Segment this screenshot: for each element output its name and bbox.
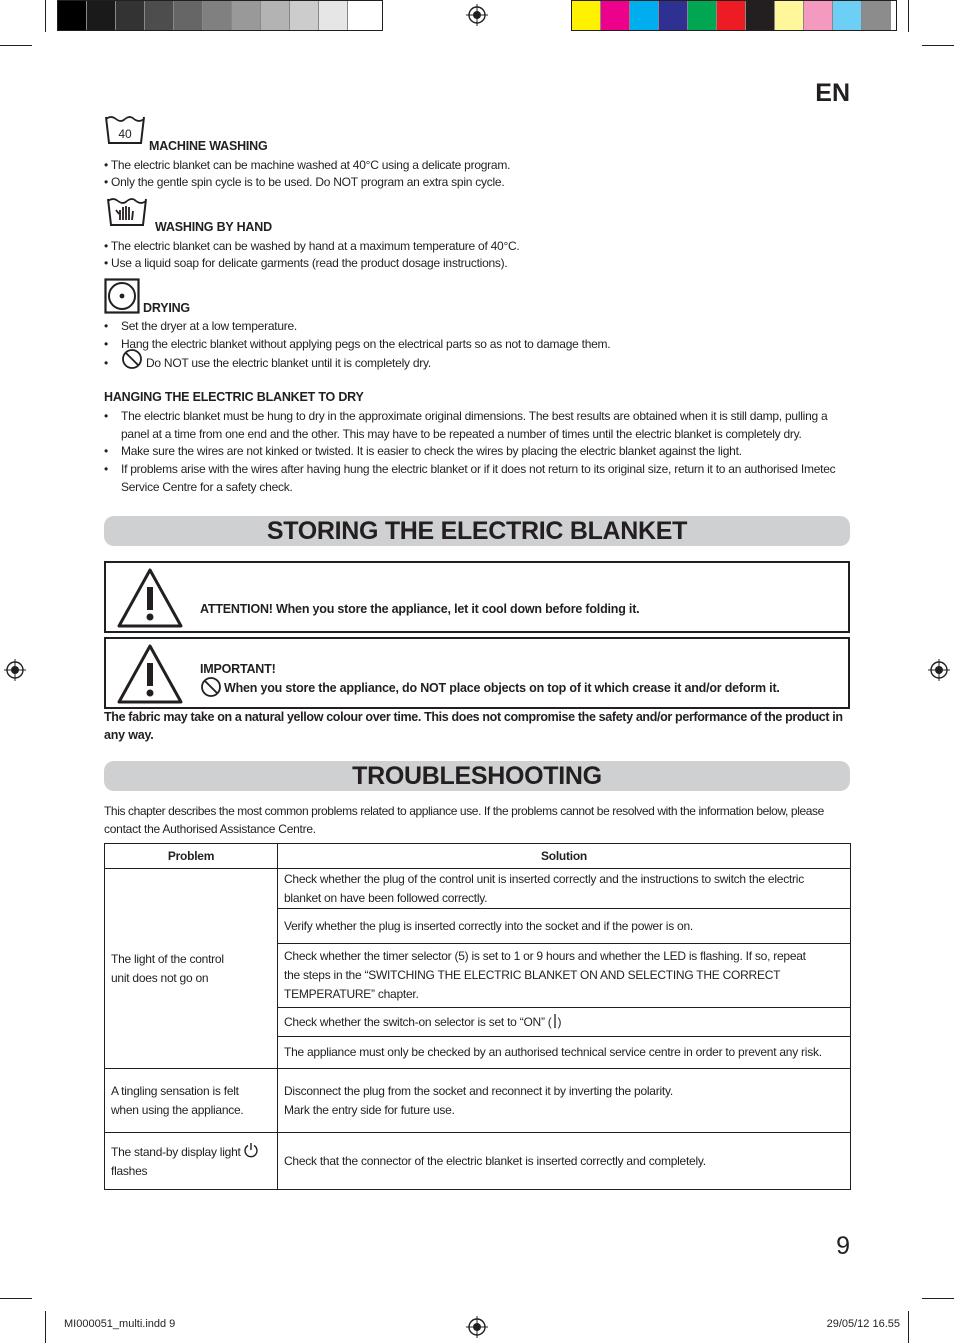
solution-line: Check whether the switch-on selector is set to “ON” ( <box>284 1014 552 1029</box>
svg-text:40: 40 <box>118 127 132 141</box>
solution-cell <box>278 909 851 944</box>
solution-cell <box>278 1008 851 1037</box>
gray-swatch <box>87 1 116 30</box>
important-box <box>104 637 850 709</box>
machine-wash-40-icon <box>104 114 146 146</box>
hanging-item-line: Service Centre for a safety check. <box>121 480 293 494</box>
attention-box <box>104 561 850 633</box>
gray-swatch <box>232 1 261 30</box>
crop-mark <box>45 1311 46 1343</box>
bullet: • <box>104 319 109 333</box>
hanging-item-line: If problems arise with the wires after having hung the electric blanket or if it does not return to its original size, return it to an authorised Imetec <box>121 462 836 476</box>
bullet: • <box>104 337 109 351</box>
important-label: IMPORTANT! <box>200 662 276 676</box>
color-swatch <box>746 1 775 30</box>
machine-washing-heading: MACHINE WASHING <box>149 139 268 153</box>
problem-cell <box>105 1133 278 1190</box>
column-header-problem: Problem <box>105 844 278 869</box>
problem-line: unit does not go on <box>111 970 209 985</box>
washing-by-hand-line: • The electric blanket can be washed by hand at a maximum temperature of 40°C. <box>104 239 520 253</box>
color-swatch <box>630 1 659 30</box>
solution-cell <box>278 944 851 1008</box>
gray-swatch <box>145 1 174 30</box>
problem-line: A tingling sensation is felt <box>111 1083 239 1098</box>
washing-by-hand-heading: WASHING BY HAND <box>155 220 272 234</box>
color-swatch <box>659 1 688 30</box>
solution-line: TEMPERATURE” chapter. <box>284 987 419 1001</box>
table-row <box>105 869 851 909</box>
language-code: EN <box>815 79 850 107</box>
solution-line: Mark the entry side for future use. <box>284 1102 455 1117</box>
problem-cell <box>105 869 278 1069</box>
crop-mark <box>45 0 46 32</box>
attention-text: ATTENTION! When you store the appliance, let it cool down before folding it. <box>200 602 640 616</box>
drying-item: Hang the electric blanket without applying pegs on the electrical parts so as not to damage them. <box>121 337 611 351</box>
solution-line: The appliance must only be checked by an authorised technical service centre in order to prevent any risk. <box>284 1045 822 1059</box>
gray-swatch <box>174 1 203 30</box>
prohibited-icon <box>121 348 143 370</box>
solution-cell <box>278 1133 851 1190</box>
crop-mark <box>922 45 954 46</box>
table-row <box>105 1133 851 1190</box>
section-banner-troubleshooting: TROUBLESHOOTING <box>104 761 850 791</box>
color-swatch <box>717 1 746 30</box>
registration-mark-icon <box>4 659 26 681</box>
color-swatch <box>775 1 804 30</box>
bullet: • <box>104 444 109 458</box>
problem-line: The stand-by display light <box>111 1144 241 1159</box>
solution-line: Disconnect the plug from the socket and reconnect it by inverting the polarity. <box>284 1083 673 1098</box>
section-banner-storing: STORING THE ELECTRIC BLANKET <box>104 516 850 546</box>
solution-line: Verify whether the plug is inserted correctly into the socket and if the power is on. <box>284 918 693 933</box>
drying-item: Set the dryer at a low temperature. <box>121 319 298 333</box>
color-swatch-bar <box>571 0 897 31</box>
troubleshooting-table <box>104 843 851 1190</box>
gray-swatch <box>290 1 319 30</box>
troubleshooting-intro-line: contact the Authorised Assistance Centre. <box>104 822 316 836</box>
solution-cell <box>278 1069 851 1133</box>
color-swatch <box>601 1 630 30</box>
registration-mark-icon <box>466 4 488 26</box>
hanging-item-line: panel at a time from one end and the other. This may have to be repeated a number of times until the electric blanket is completely dry. <box>121 427 802 441</box>
page-number: 9 <box>836 1232 850 1260</box>
hanging-heading: HANGING THE ELECTRIC BLANKET TO DRY <box>104 390 364 404</box>
standby-power-icon <box>243 1142 259 1158</box>
machine-washing-line: • Only the gentle spin cycle is to be used. Do NOT program an extra spin cycle. <box>104 175 505 189</box>
crop-mark <box>922 1298 954 1299</box>
gray-swatch <box>58 1 87 30</box>
drying-item: Do NOT use the electric blanket until it is completely dry. <box>146 356 431 370</box>
grayscale-swatch-bar <box>57 0 383 31</box>
washing-by-hand-line: • Use a liquid soap for delicate garments (read the product dosage instructions). <box>104 256 508 270</box>
problem-line: The light of the control <box>111 951 224 966</box>
crop-mark <box>908 1311 909 1343</box>
registration-mark-icon <box>466 1316 488 1338</box>
solution-line: the steps in the “SWITCHING THE ELECTRIC BLANKET ON AND SELECTING THE CORRECT <box>284 968 781 982</box>
solution-line: ) <box>557 1014 562 1029</box>
solution-line: Check whether the plug of the control unit is inserted correctly and the instructions to switch the electric <box>284 871 804 886</box>
column-header-solution: Solution <box>278 844 851 869</box>
gray-swatch <box>203 1 232 30</box>
gray-swatch <box>116 1 145 30</box>
gray-swatch <box>348 1 377 30</box>
storing-note-line: The fabric may take on a natural yellow colour over time. This does not compromise the safety and/or performance of the product in <box>104 710 843 724</box>
color-swatch <box>804 1 833 30</box>
crop-mark <box>0 1298 32 1299</box>
bullet: • <box>104 462 109 476</box>
bullet: • <box>104 356 109 370</box>
footer-date: 29/05/12 16.55 <box>826 1318 900 1330</box>
problem-cell <box>105 1069 278 1133</box>
storing-note-line: any way. <box>104 728 154 742</box>
important-text: When you store the appliance, do NOT place objects on top of it which crease it and/or deform it. <box>224 681 780 695</box>
footer-file-info: MI000051_multi.indd 9 <box>64 1318 176 1330</box>
color-swatch <box>572 1 601 30</box>
gray-swatch <box>261 1 290 30</box>
gray-swatch <box>319 1 348 30</box>
drying-heading: DRYING <box>143 301 190 315</box>
bullet: • <box>104 409 109 423</box>
tumble-dry-low-icon <box>104 278 140 314</box>
prohibited-icon <box>200 676 222 698</box>
problem-line: flashes <box>111 1163 148 1178</box>
table-row <box>105 1069 851 1133</box>
crop-mark <box>0 45 32 46</box>
warning-triangle-icon <box>116 567 184 629</box>
registration-mark-icon <box>928 659 950 681</box>
solution-line: Check whether the timer selector (5) is set to 1 or 9 hours and whether the LED is flashing. If so, repeat <box>284 949 806 963</box>
solution-cell <box>278 1037 851 1069</box>
hand-wash-icon <box>106 196 148 228</box>
machine-washing-line: • The electric blanket can be machine washed at 40°C using a delicate program. <box>104 158 511 172</box>
problem-line: when using the appliance. <box>111 1102 244 1117</box>
solution-line: Check that the connector of the electric blanket is inserted correctly and completely. <box>284 1153 706 1168</box>
troubleshooting-intro-line: This chapter describes the most common problems related to appliance use. If the problems cannot be resolved with the information below, please <box>104 804 824 818</box>
table-header-row <box>105 844 851 869</box>
solution-line: blanket on have been followed correctly. <box>284 890 488 905</box>
hanging-item-line: The electric blanket must be hung to dry in the approximate original dimensions. The best results are obtained when it is still damp, pulling a <box>121 409 828 423</box>
solution-cell <box>278 869 851 909</box>
warning-triangle-icon <box>116 643 184 705</box>
color-swatch <box>862 1 891 30</box>
crop-mark <box>908 0 909 32</box>
color-swatch <box>688 1 717 30</box>
hanging-item-line: Make sure the wires are not kinked or twisted. It is easier to check the wires by placing the electric blanket against the light. <box>121 444 742 458</box>
color-swatch <box>833 1 862 30</box>
